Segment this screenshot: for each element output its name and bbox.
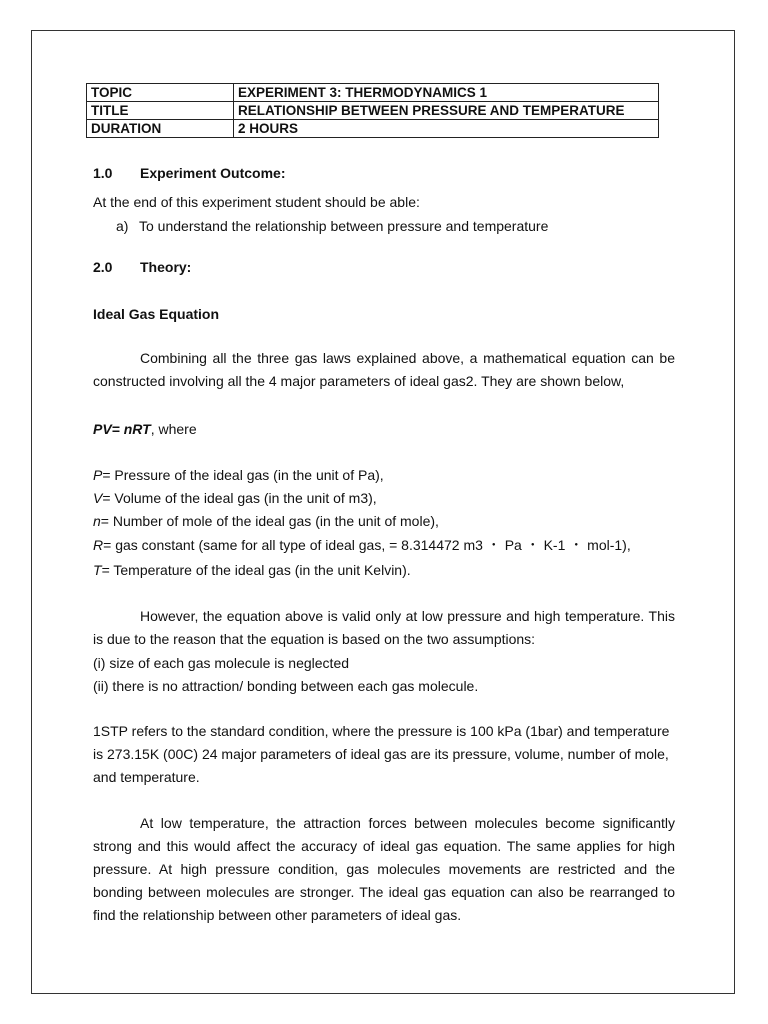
definition-n-text: = Number of mole of the ideal gas (in the unit of mole), [100, 513, 439, 529]
assumption-2: (ii) there is no attraction/ bonding between each gas molecule. [93, 678, 479, 694]
outcome-text: To understand the relationship between pressure and temperature [139, 218, 549, 234]
symbol-p: P [93, 467, 103, 483]
section1-intro: At the end of this experiment student should be able: [93, 194, 420, 210]
ideal-gas-subheading: Ideal Gas Equation [93, 306, 220, 322]
definition-r [93, 537, 631, 553]
definition-n [93, 513, 439, 529]
ideal-gas-equation: PV= nRT [93, 421, 151, 437]
section2-number: 2.0 [93, 259, 113, 275]
equation-suffix: , where [150, 421, 197, 437]
definition-v-text: = Volume of the ideal gas (in the unit of m3), [102, 490, 377, 506]
definition-v [93, 490, 377, 506]
outcome-item [116, 218, 548, 234]
topic-label: TOPIC [87, 84, 234, 102]
duration-label: DURATION [87, 120, 234, 138]
para1-text: Combining all the three gas laws explained above, a mathematical equation can be constructed involving all the 4 major parameters of ideal gas2. They are shown below, [93, 350, 675, 389]
definition-p-text: = Pressure of the ideal gas (in the unit of Pa), [102, 467, 384, 483]
topic-value: EXPERIMENT 3: THERMODYNAMICS 1 [234, 84, 659, 102]
title-value: RELATIONSHIP BETWEEN PRESSURE AND TEMPERATURE [234, 102, 659, 120]
symbol-r: R [93, 537, 104, 553]
table-row [87, 120, 659, 138]
outcome-marker: a) [116, 218, 129, 234]
theory-paragraph-2 [93, 605, 675, 651]
definition-t [93, 562, 411, 578]
title-label: TITLE [87, 102, 234, 120]
symbol-t: T [93, 562, 102, 578]
symbol-n: n [93, 513, 101, 529]
section1-number: 1.0 [93, 165, 113, 181]
duration-value: 2 HOURS [234, 120, 659, 138]
section1-title: Experiment Outcome: [140, 165, 286, 181]
para3-text: At low temperature, the attraction forces between molecules become significantly strong and this would affect the accuracy of ideal gas equation. The same applies for high pressure. At high pressure condition, gas molecules movements are restricted and the bonding between molecules are stronger. The ideal gas equation can also be rearranged to find the relationship between other parameters of ideal gas. [93, 815, 675, 923]
section1-heading [93, 165, 285, 181]
definition-r-text: = gas constant (same for all type of ideal gas, = 8.314472 m3 ・ Pa ・ K-1 ・ mol-1), [103, 537, 631, 553]
theory-paragraph-1 [93, 347, 675, 393]
section2-title: Theory: [140, 259, 192, 275]
para2-text: However, the equation above is valid only at low pressure and high temperature. This is due to the reason that the equation is based on the two assumptions: [93, 608, 675, 647]
theory-paragraph-3 [93, 812, 675, 927]
header-table [86, 83, 659, 138]
table-row [87, 84, 659, 102]
assumption-1: (i) size of each gas molecule is neglected [93, 655, 350, 671]
definition-t-text: = Temperature of the ideal gas (in the unit Kelvin). [101, 562, 411, 578]
section2-heading [93, 259, 191, 275]
table-row [87, 102, 659, 120]
definition-p [93, 467, 384, 483]
equation-line [93, 421, 197, 437]
symbol-v: V [93, 490, 103, 506]
stp-footnote: 1STP refers to the standard condition, where the pressure is 100 kPa (1bar) and temperature is 273.15K (00C) 24 major parameters of ideal gas are its pressure, volume, number of mole, and temperature. [93, 723, 670, 785]
